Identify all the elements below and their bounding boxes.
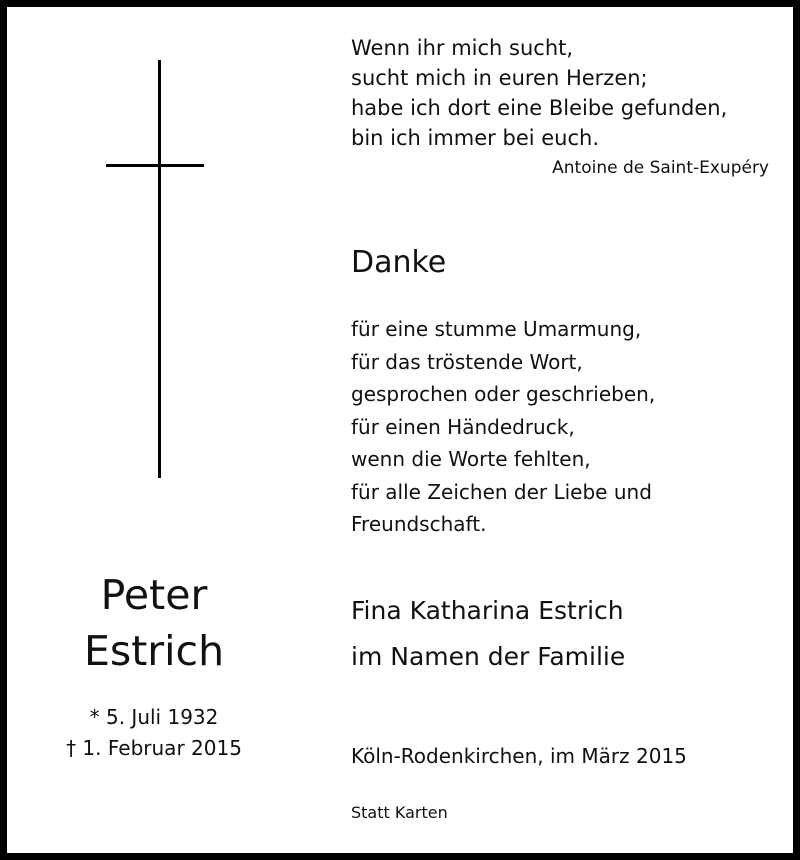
poem-line: Wenn ihr mich sucht,	[351, 36, 574, 60]
poem-line: habe ich dort eine Bleibe gefunden,	[351, 96, 728, 120]
poem-line: sucht mich in euren Herzen;	[351, 66, 648, 90]
poem-line: bin ich immer bei euch.	[351, 126, 600, 150]
signature	[351, 588, 625, 680]
thanks-line: für das tröstende Wort,	[351, 349, 583, 374]
thanks-text	[351, 313, 655, 541]
deceased-first-name: Peter	[100, 571, 208, 619]
thanks-line: für eine stumme Umarmung,	[351, 317, 642, 341]
thanks-line: für einen Händedruck,	[351, 414, 575, 439]
thanks-heading: Danke	[351, 245, 447, 280]
thanks-line: gesprochen oder geschrieben,	[351, 382, 656, 406]
thanks-line: Freundschaft.	[351, 512, 487, 536]
cross-vertical-bar	[158, 60, 161, 478]
death-date: † 1. Februar 2015	[66, 736, 242, 760]
thanks-line: wenn die Worte fehlten,	[351, 447, 591, 471]
poem	[351, 33, 727, 153]
deceased-name	[54, 567, 254, 679]
deceased-last-name: Estrich	[83, 627, 225, 675]
signature-on-behalf: im Namen der Familie	[351, 642, 626, 671]
birth-date: * 5. Juli 1932	[89, 705, 219, 729]
signature-name: Fina Katharina Estrich	[351, 596, 624, 625]
thanks-line: für alle Zeichen der Liebe und	[351, 479, 652, 504]
footer-note: Statt Karten	[351, 803, 448, 822]
life-dates	[39, 702, 269, 764]
poem-author: Antoine de Saint-Exupéry	[552, 158, 769, 178]
cross-horizontal-bar	[106, 164, 204, 167]
place-date: Köln-Rodenkirchen, im März 2015	[351, 744, 687, 768]
